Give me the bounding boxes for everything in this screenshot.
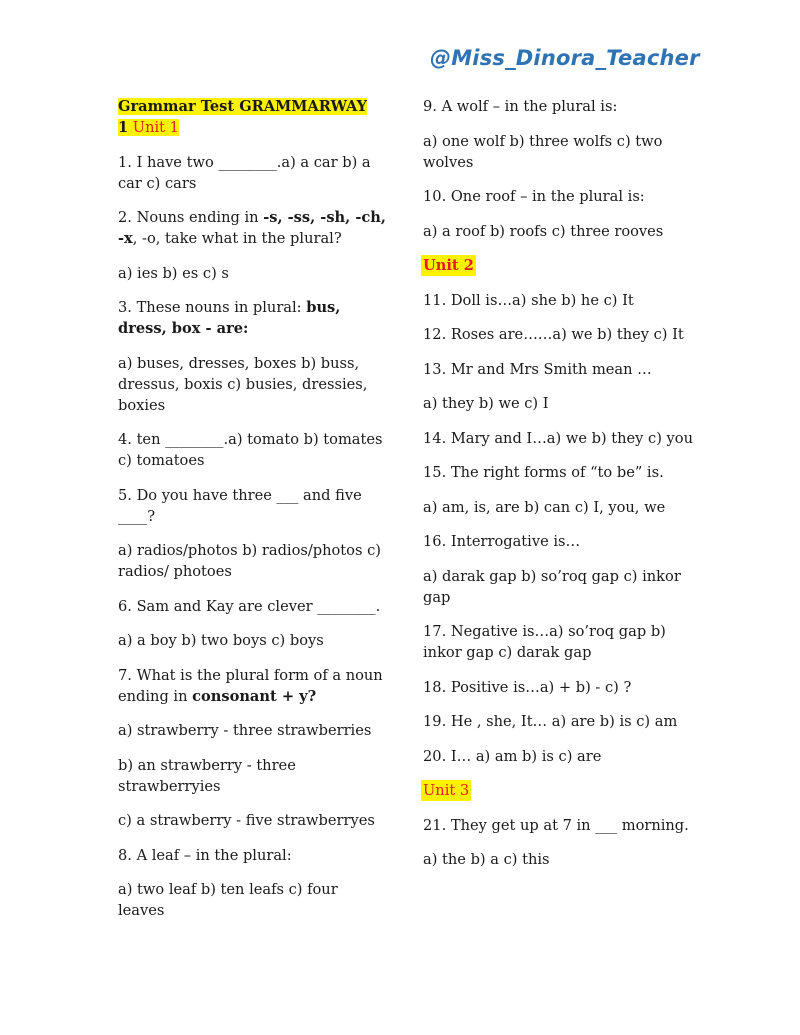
question-18: 18. Positive is…a) + b) - c) ? [423,678,632,696]
question-9: 9. A wolf – in the plural is: [423,98,618,115]
answer-13: a) they b) we c) I [423,395,549,412]
answer-8: a) two leaf b) ten leafs c) four leaves [118,881,338,919]
answer-7a: a) strawberry - three strawberries [118,722,372,739]
title-number: 1 [118,119,129,136]
question-19: 19. He , she, It… a) are b) is c) am [423,713,678,730]
question-5: 5. Do you have three ___ and five ____? [118,486,362,525]
test-title [118,96,386,138]
answer-10: a) a roof b) roofs c) three rooves [423,222,664,240]
question-2: 2. Nouns ending in -s, -ss, -sh, -ch, -x, -o, take what in the plural? [118,209,386,247]
answer-16: a) darak gap b) so’roq gap c) inkor gap [423,567,681,606]
question-8: 8. A leaf – in the plural: [118,846,292,864]
question-12: 12. Roses are……a) we b) they c) It [423,326,684,343]
left-column [118,96,386,935]
question-10: 10. One roof – in the plural is: [423,188,645,205]
question-15: 15. The right forms of “to be” is. [423,464,664,481]
author-watermark: @Miss_Dinora_Teacher [430,46,700,70]
unit-3-heading: Unit 3 [423,782,470,799]
answer-7b: b) an strawberry - three strawberryies [118,756,296,795]
question-7: 7. What is the plural form of a noun ending in consonant + y? [118,666,383,705]
answer-9: a) one wolf b) three wolfs c) two wolves [423,132,663,171]
question-11: 11. Doll is…a) she b) he c) It [423,291,634,309]
answer-7c: c) a strawberry - five strawberryes [118,812,375,829]
answer-15: a) am, is, are b) can c) I, you, we [423,498,666,516]
question-13: 13. Mr and Mrs Smith mean … [423,360,652,378]
question-1: 1. I have two ________.a) a car b) a car c) cars [118,153,371,192]
question-16: 16. Interrogative is… [423,533,581,550]
answer-21: a) the b) a c) this [423,851,550,868]
question-14: 14. Mary and I…a) we b) they c) you [423,429,693,447]
question-3: 3. These nouns in plural: bus, dress, box - are: [118,299,341,337]
question-20: 20. I… a) am b) is c) are [423,747,602,765]
unit-2-heading: Unit 2 [423,257,474,274]
answer-6: a) a boy b) two boys c) boys [118,632,324,649]
answer-2: a) ies b) es c) s [118,264,229,282]
question-21: 21. They get up at 7 in ___ morning. [423,816,689,834]
question-17: 17. Negative is…a) so’roq gap b) inkor gap c) darak gap [423,623,666,661]
title-text: Grammar Test GRAMMARWAY [118,98,368,115]
unit-1-label: Unit 1 [128,119,179,136]
answer-5: a) radios/photos b) radios/photos c) radios/ photoes [118,542,381,580]
question-4: 4. ten ________.a) tomato b) tomates c) tomatoes [118,431,383,469]
answer-3: a) buses, dresses, boxes b) buss, dressus, boxis c) busies, dressies, boxies [118,354,368,414]
right-column [423,96,693,884]
question-6: 6. Sam and Kay are clever ________. [118,597,381,615]
